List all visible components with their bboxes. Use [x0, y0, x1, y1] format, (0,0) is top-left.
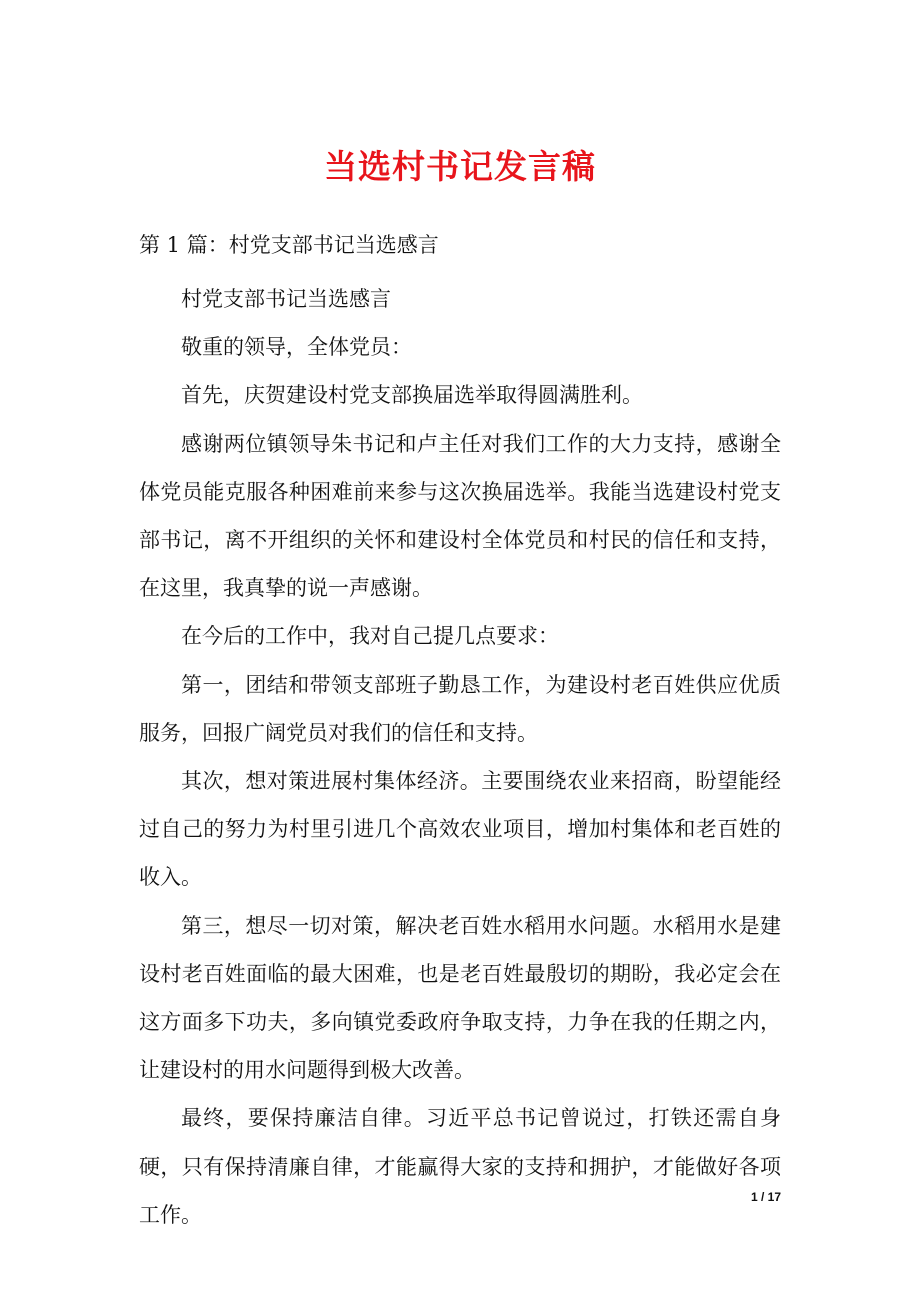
document-body: [139, 275, 781, 1239]
paragraph-salutation: 敬重的领导，全体党员：: [181, 335, 412, 360]
paragraph: 感谢两位镇领导朱书记和卢主任对我们工作的大力支持，感谢全体党员能克服各种困难前来参与这次换届选举。我能当选建设村党支部书记，离不开组织的关怀和建设村全体党员和村民的信任和支持，在这里，我真挚的说一声感谢。: [139, 431, 781, 601]
document-title: 当选村书记发言稿: [324, 147, 596, 186]
page-number: 1 / 17: [750, 1190, 781, 1204]
chapter-heading: 第 1 篇：村党支部书记当选感言: [139, 233, 439, 257]
paragraph: 最终，要保持廉洁自律。习近平总书记曾说过，打铁还需自身硬，只有保持清廉自律，才能赢得大家的支持和拥护，才能做好各项工作。: [139, 1106, 781, 1227]
paragraph: 首先，庆贺建设村党支部换届选举取得圆满胜利。: [181, 383, 643, 408]
paragraph: 在今后的工作中，我对自己提几点要求：: [181, 624, 559, 649]
paragraph-subtitle: 村党支部书记当选感言: [181, 287, 391, 311]
paragraph: 其次，想对策进展村集体经济。主要围绕农业来招商，盼望能经过自己的努力为村里引进几个高效农业项目，增加村集体和老百姓的收入。: [139, 769, 781, 890]
paragraph: 第三，想尽一切对策，解决老百姓水稻用水问题。水稻用水是建设村老百姓面临的最大困难，也是老百姓最殷切的期盼，我必定会在这方面多下功夫，多向镇党委政府争取支持，力争在我的任期之内，让建设村的用水问题得到极大改善。: [139, 913, 781, 1083]
paragraph: 第一，团结和带领支部班子勤恳工作，为建设村老百姓供应优质服务，回报广阔党员对我们的信任和支持。: [139, 672, 781, 745]
